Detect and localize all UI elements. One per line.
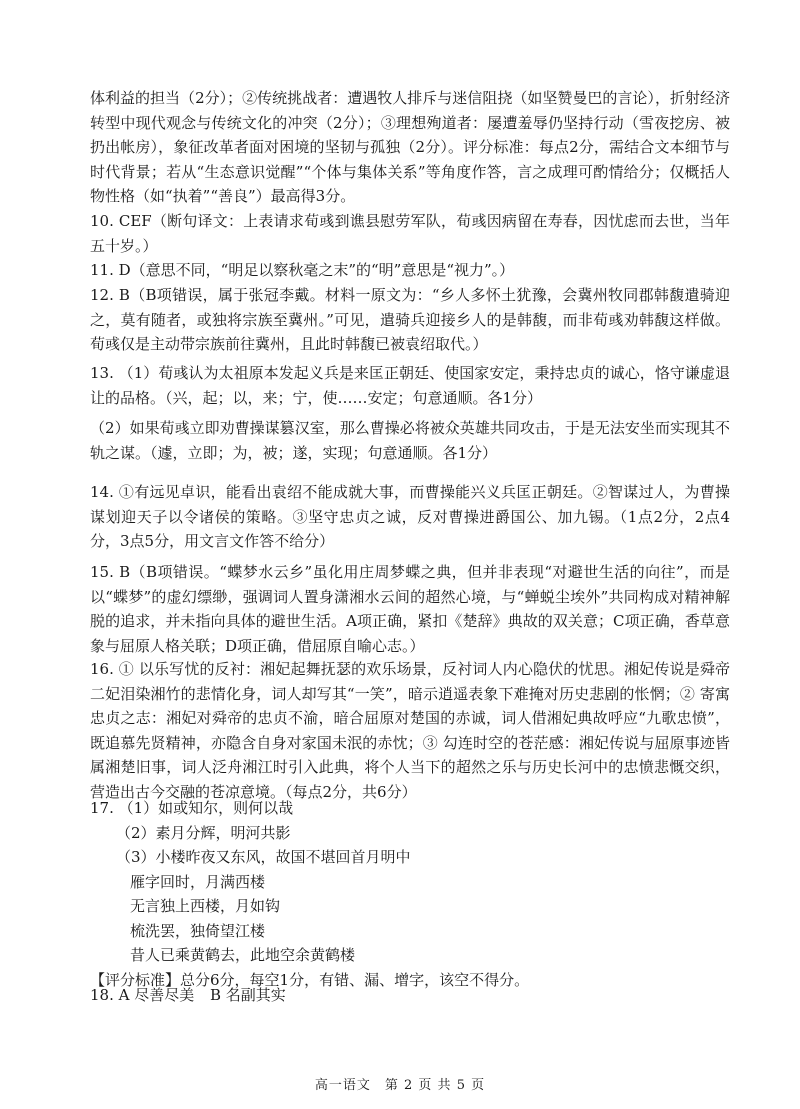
answer-17-2: （2）素月分辉，明河共影: [116, 823, 291, 842]
answer-17: [90, 796, 730, 992]
answer-13-2-text: （2）如果荀彧立即劝曹操谋篡汉室，那么曹操必将被众英雄共同攻击，于是无法安坐而实现其不轨之谋。（遽，立即；为，被；遂，实现；句意通顺。各1分）: [90, 419, 730, 462]
answer-11: [90, 258, 730, 283]
answer-16: [90, 657, 730, 804]
answer-14-text: 14. ①有远见卓识，能看出袁绍不能成就大事，而曹操能兴义兵匡正朝廷。②智谋过人，为曹操谋划迎天子以令诸侯的策略。③坚守忠贞之诚，反对曹操进爵国公、加九锡。（1点2分，2点4分，3点5分，用文言文作答不给分）: [90, 483, 730, 550]
answer-12-text: 12. B（B项错误，属于张冠李戴。材料一原文为：“乡人多怀土犹豫，会冀州牧同郡韩馥遣骑迎之，莫有随者，或独将宗族至冀州。”可见，遣骑兵迎接乡人的是韩馥，而非荀彧劝韩馥这样做。荀彧仅是主动带宗族前往冀州，且此时韩馥已被袁绍取代。）: [90, 286, 730, 353]
answer-16-text: 16. ① 以乐写忧的反衬：湘妃起舞抚瑟的欢乐场景，反衬词人内心隐伏的忧思。湘妃传说是舜帝二妃泪染湘竹的悲情化身，词人却写其“一笑”，暗示逍遥表象下难掩对历史悲剧的怅惘；② 寄寓忠贞之志：湘妃对舜帝的忠贞不渝，暗合屈原对楚国的赤诚，词人借湘妃典故呼应“九歌忠愤”，既追慕先贤精神，亦隐含自身对家国未泯的赤忱；③ 勾连时空的苍茫感：湘妃传说与屈原事迹皆属湘楚旧事，词人泛舟湘江时引入此典，将个人当下的超然之乐与历史长河中的忠愤悲慨交织，营造出古今交融的苍凉意境。（每点2分，共6分）: [90, 660, 730, 801]
answer-15-text: 15. B（B项错误。“蝶梦水云乡”虽化用庄周梦蝶之典，但并非表现“对避世生活的向往”，而是以“蝶梦”的虚幻缥缈，强调词人置身潇湘水云间的超然心境，与“蝉蜕尘埃外”共同构成对精神解脱的追求，并未指向具体的避世生活。A项正确，紧扣《楚辞》典故的双关意；C项正确，香草意象与屈原人格关联；D项正确，借屈原自喻心志。）: [90, 563, 730, 655]
answer-9-text: 体利益的担当（2分）；②传统挑战者：遭遇牧人排斥与迷信阻挠（如坚赞曼巴的言论），折射经济转型中现代观念与传统文化的冲突（2分）；③理想殉道者：屡遭羞辱仍坚持行动（雪夜挖房、被扔出帐房），象征改革者面对困境的坚韧与孤独（2分）。评分标准：每点2分，需结合文本细节与时代背景；若从“生态意识觉醒”“个体与集体关系”等角度作答，言之成理可酌情给分；仅概括人物性格（如“执着”“善良”）最高得3分。: [90, 89, 730, 205]
answer-17-1: 17. （1）如或知尔，则何以哉: [90, 799, 294, 817]
poem-line: 昔人已乘黄鹤去，此地空余黄鹤楼: [130, 946, 356, 964]
answer-18-b: B 名副其实: [210, 986, 286, 1004]
answer-13-1-text: 13. （1）荀彧认为太祖原本发起义兵是来匡正朝廷、使国家安定，秉持忠贞的诚心，恪守谦虚退让的品格。（兴，起；以，来；宁，使……安定；句意通顺。各1分）: [90, 364, 730, 407]
scoring-standard: 【评分标准】总分6分，每空1分，有错、漏、增字，该空不得分。: [90, 970, 530, 989]
answer-17-3: （3）小楼昨夜又东风，故国不堪回首月明中: [116, 848, 411, 866]
answer-12: [90, 283, 730, 357]
answer-13-2: [90, 416, 730, 465]
answer-18-a: 18. A 尽善尽美: [90, 986, 195, 1004]
answer-9-continued: [90, 86, 730, 209]
answer-10-text: 10. CEF（断句译文：上表请求荀彧到谯县慰劳军队，荀彧因病留在寿春，因忧虑而去世，当年五十岁。）: [90, 212, 730, 255]
answer-18: [90, 983, 730, 1008]
answer-13-1: [90, 361, 730, 410]
poem-line: 梳洗罢，独倚望江楼: [130, 921, 266, 940]
answer-11-text: 11. D（意思不同，“明足以察秋毫之末”的“明”意思是“视力”。）: [90, 261, 515, 279]
answer-14: [90, 480, 730, 554]
page-footer: 高一语文 第 2 页 共 5 页: [314, 1078, 486, 1093]
poem-line: 雁字回时，月满西楼: [130, 872, 266, 891]
poem-line: 无言独上西楼，月如钩: [130, 897, 281, 915]
answer-10: [90, 209, 730, 258]
answer-15: [90, 560, 730, 658]
